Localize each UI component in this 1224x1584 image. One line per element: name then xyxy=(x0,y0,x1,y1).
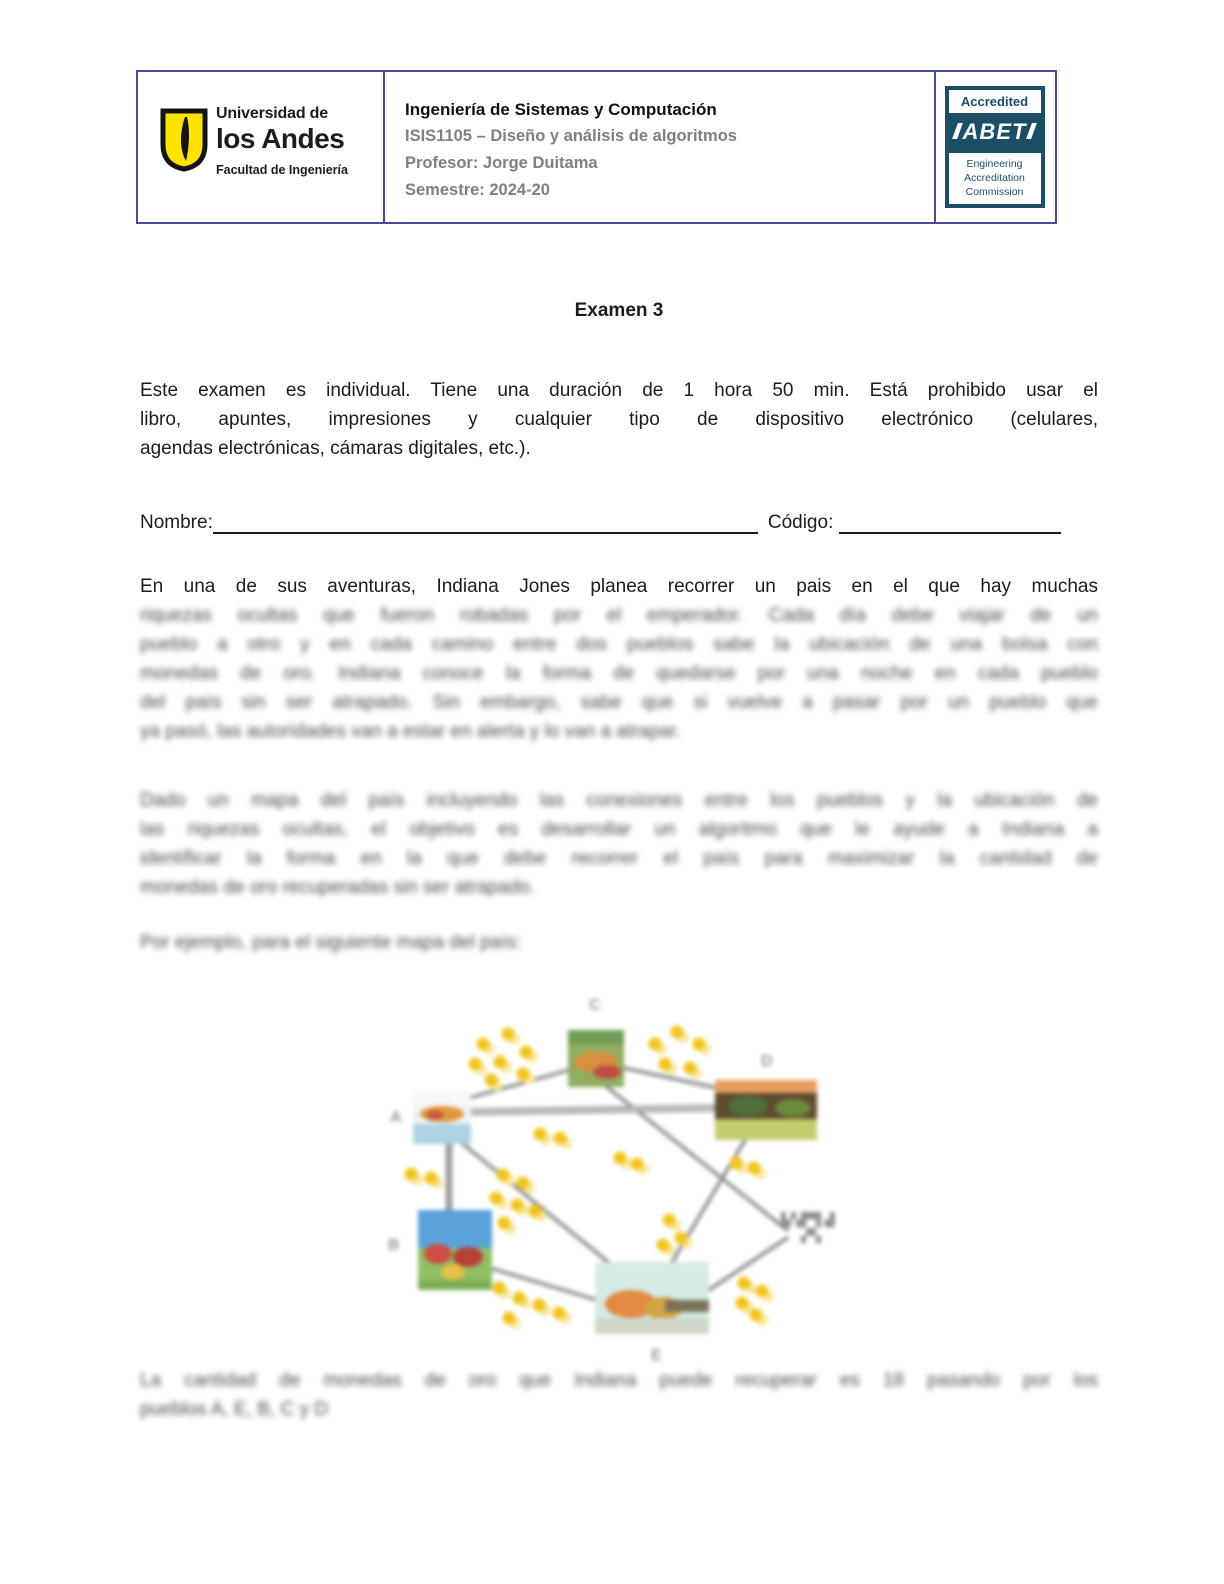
coin-cluster-A-B xyxy=(405,1168,444,1190)
problem-visible-line: En una de sus aventuras, Indiana Jones planea recorrer un pais en el que hay muchas xyxy=(140,576,1098,597)
problem-paragraph-1 xyxy=(140,572,1098,746)
code-label: Código: xyxy=(767,512,834,533)
course-info xyxy=(385,72,936,222)
redacted-text-line: monedas de oro recuperadas sin ser atrapado. xyxy=(140,877,536,898)
coin-cluster-C-D xyxy=(649,1026,712,1080)
redacted-text-line: monedas de oro. Indiana conoce la forma de quedarse por una noche en cada pueblo xyxy=(140,663,1098,684)
problem-paragraph-2 xyxy=(140,786,1098,902)
name-code-row xyxy=(140,512,1098,534)
node-label-B: B xyxy=(388,1237,400,1254)
uniandes-shield-icon xyxy=(160,108,208,172)
coin-cluster-A-E xyxy=(490,1169,548,1235)
exam-title: Examen 3 xyxy=(574,300,664,321)
name-blank-line xyxy=(213,512,758,534)
thick-road-edges xyxy=(449,1108,715,1212)
redacted-text-line: Dado un mapa del país incluyendo las conexiones entre los pueblos y la ubicación de xyxy=(140,790,1098,811)
node-label-D: D xyxy=(761,1053,773,1070)
name-label: Nombre: xyxy=(140,512,213,533)
semester: Semestre: 2024-20 xyxy=(405,181,550,199)
redacted-text-line: Por ejemplo, para el siguiente mapa del país: xyxy=(140,932,522,953)
abet-badge xyxy=(945,86,1045,208)
redacted-text-line: las riquezas ocultas, el objetivo es desarrollar un algoritmo que le ayude a Indiana a xyxy=(140,819,1098,840)
university-name-main: los Andes xyxy=(216,123,345,154)
node-label-C: C xyxy=(589,997,601,1014)
abet-accredited-label: Accredited xyxy=(949,90,1041,113)
code-blank-line xyxy=(839,512,1061,534)
village-node-B xyxy=(418,1210,492,1290)
redacted-text-line: identificar la forma en la que debe recorrer el país para maximizar la cantidad de xyxy=(140,848,1098,869)
redacted-text-line: La cantidad de monedas de oro que Indiana puede recuperar es 18 pasando por los xyxy=(140,1370,1098,1391)
university-name-top: Universidad de xyxy=(216,105,328,122)
instructions-line: libro, apuntes, impresiones y cualquier tipo de dispositivo electrónico (celulares, xyxy=(140,409,1098,430)
university-logo xyxy=(138,72,385,222)
redacted-text-line: pueblos A, E, B, C y D xyxy=(140,1399,328,1420)
node-label-A: A xyxy=(390,1109,402,1126)
professor-name: Profesor: Jorge Duitama xyxy=(405,154,598,172)
instructions-line: Este examen es individual. Tiene una duración de 1 hora 50 min. Está prohibido usar el xyxy=(140,380,1098,401)
coin-cluster-A-C xyxy=(469,1028,539,1092)
department-name: Ingeniería de Sistemas y Computación xyxy=(405,100,717,119)
redacted-text-line: riquezas ocultas que fueron robadas por el emperador. Cada día debe viajar de un xyxy=(140,605,1098,626)
header-box xyxy=(136,70,1057,224)
faculty-name: Facultad de Ingeniería xyxy=(216,163,348,177)
course-code-name: ISIS1105 – Diseño y análisis de algoritmos xyxy=(405,127,737,145)
redacted-node-f-label-2: ▞▚ xyxy=(801,1228,821,1243)
village-node-D xyxy=(715,1080,817,1140)
village-node-E xyxy=(595,1262,709,1334)
abet-wordmark: ABET xyxy=(949,117,1041,149)
redacted-text-line: ya pasó, las autoridades van a estar en alerta y lo van a atrapar. xyxy=(140,721,681,742)
redacted-text-line: del país sin ser atrapado. Sin embargo, sabe que si vuelve a pasar por un pueblo que xyxy=(140,692,1098,713)
coin-cluster-center xyxy=(614,1152,650,1176)
coin-cluster-E-F xyxy=(736,1277,775,1327)
redacted-text-line: pueblo a otro y en cada camino entre dos pueblos sabe la ubicación de una bolsa con xyxy=(140,634,1098,655)
redacted-node-f-label: ▙▚▛▜ ▟ xyxy=(781,1212,835,1227)
village-node-A xyxy=(413,1090,471,1144)
instructions-line: agendas electrónicas, cámaras digitales, etc.). xyxy=(140,438,531,459)
coin-cluster-A-D xyxy=(534,1128,573,1150)
example-intro xyxy=(140,928,1098,957)
instructions-paragraph xyxy=(140,376,1098,463)
country-map-figure xyxy=(363,982,903,1372)
abet-commission-label: Engineering Accreditation Commission xyxy=(949,153,1041,204)
figure-caption xyxy=(140,1366,1098,1424)
node-label-E: E xyxy=(651,1347,662,1364)
village-node-C xyxy=(568,1030,624,1087)
abet-logo xyxy=(936,72,1053,222)
